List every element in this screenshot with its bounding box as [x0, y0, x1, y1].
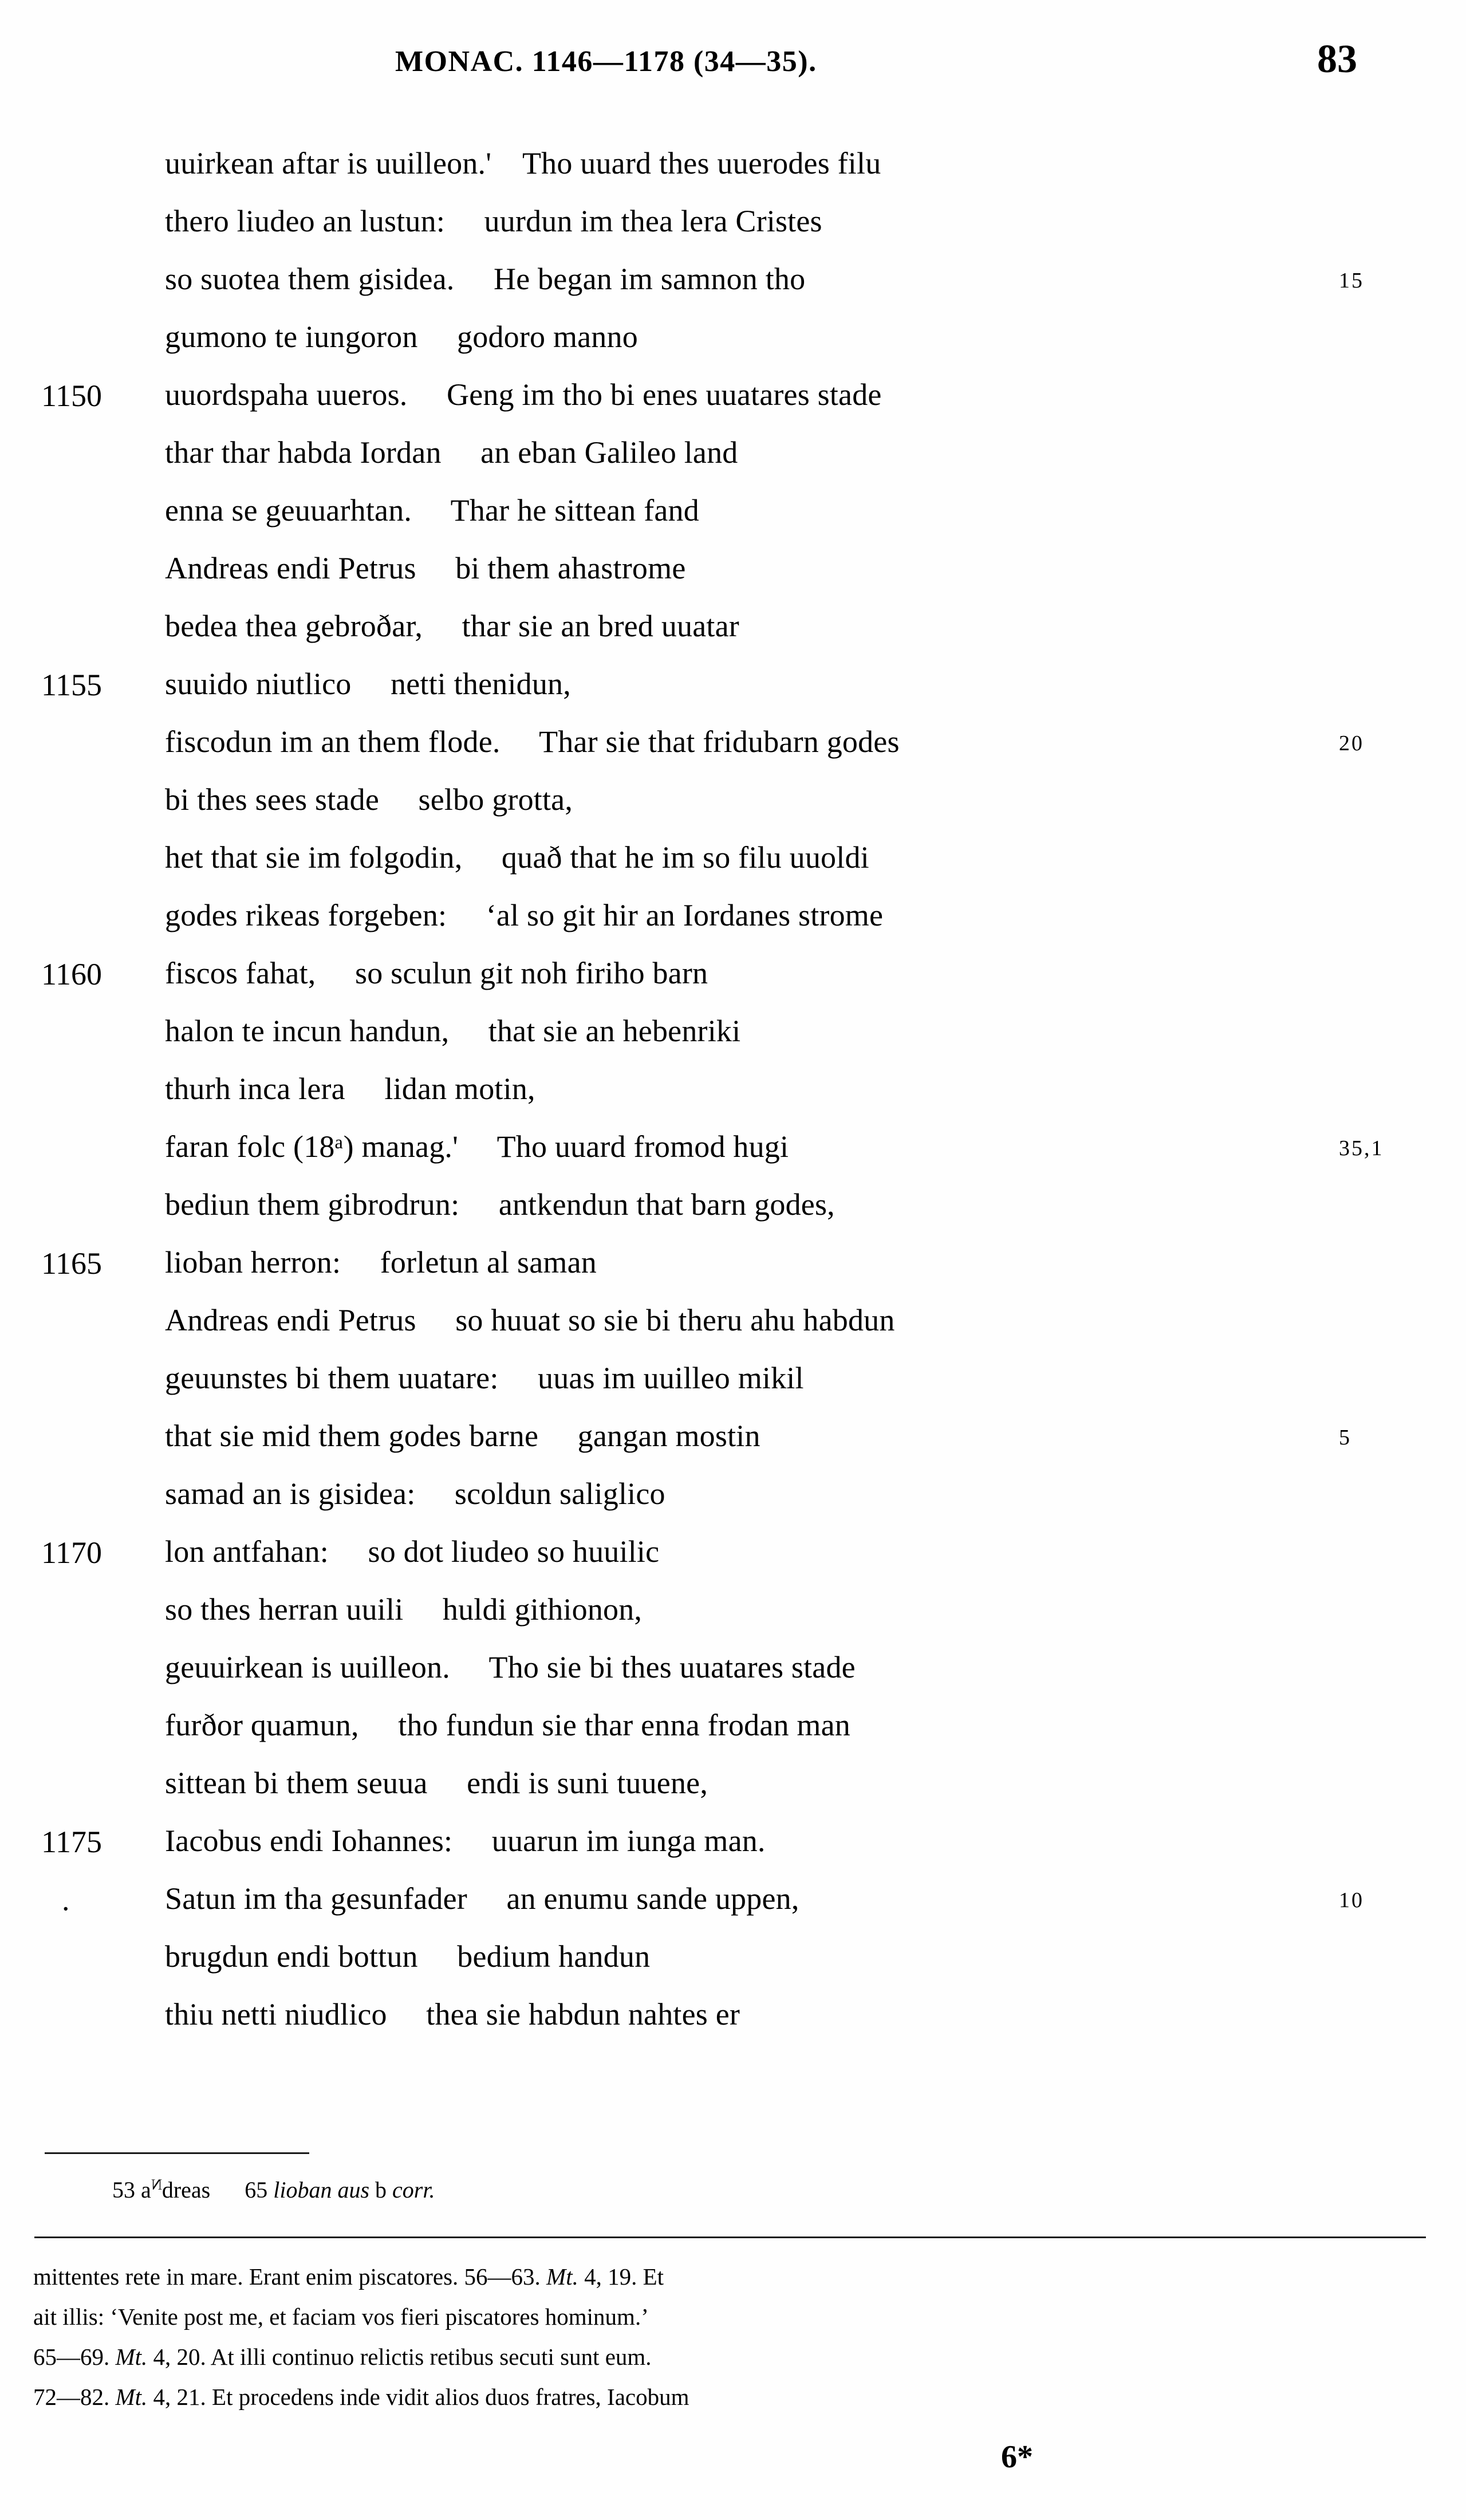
marginal-line-number: 15 — [1339, 269, 1364, 293]
verse-line-number: 1170 — [41, 1535, 102, 1570]
verse-line — [0, 1879, 1466, 1936]
latin-text-segment: 4, 20. At illi continuo relictis retibus secuti sunt eum. — [147, 2344, 652, 2370]
verse-line — [0, 1011, 1466, 1069]
variant-corr: corr. — [392, 2177, 435, 2203]
verse-line — [0, 548, 1466, 606]
latin-text-segment: 4, 21. Et procedens inde vidit alios duos fratres, Iacobum — [147, 2384, 689, 2410]
running-head — [0, 37, 1466, 96]
verse-line — [0, 1994, 1466, 2052]
verse-line — [0, 259, 1466, 317]
verse-line-text: geuuirkean is uuilleon. Tho sie bi thes uuatares stade — [165, 1650, 856, 1684]
variant-lemma-post: dreas — [161, 2177, 211, 2203]
verse-line — [0, 1821, 1466, 1879]
verse-line-text: halon te incun handun, that sie an hebenriki — [165, 1014, 741, 1048]
verse-line — [0, 664, 1466, 722]
verse-line — [0, 1705, 1466, 1763]
verse-line-text: bedea thea gebroðar, thar sie an bred uuatar — [165, 609, 739, 643]
variant-entry-2 — [245, 2177, 435, 2203]
bible-reference-sigil: Mt. — [546, 2263, 578, 2290]
latin-text-segment: 72—82. — [33, 2384, 116, 2410]
latin-text-segment: 4, 19. Et — [578, 2263, 664, 2290]
verse-line-text: thar thar habda Iordan an eban Galileo land — [165, 435, 738, 470]
verse-line — [0, 1069, 1466, 1127]
verse-line-text: Satun im tha gesunfader an enumu sande uppen, — [165, 1881, 799, 1916]
verse-line-number: 1175 — [41, 1825, 102, 1859]
verse-line — [0, 1474, 1466, 1531]
verse-line — [0, 779, 1466, 837]
verse-line — [0, 1300, 1466, 1358]
latin-apparatus-line — [33, 2297, 1430, 2337]
variant-line-number: 53 — [112, 2177, 135, 2203]
verse-line — [0, 1242, 1466, 1300]
latin-text-segment: mittentes rete in mare. Erant enim piscatores. 56—63. — [33, 2263, 547, 2290]
verse-line-text: fiscos fahat, so sculun git noh firiho barn — [165, 956, 708, 990]
verse-line-number: 1165 — [41, 1246, 102, 1281]
verse-line-text: sittean bi them seuua endi is suni tuuene, — [165, 1766, 708, 1800]
apparatus-rule-top — [45, 2152, 309, 2154]
verse-line-text: bi thes sees stade selbo grotta, — [165, 782, 573, 817]
verse-block — [0, 143, 1466, 2052]
marginal-line-number: 10 — [1339, 1888, 1364, 1912]
verse-line-text: suuido niutlico netti thenidun, — [165, 667, 571, 701]
latin-text-segment: ait illis: ‘Venite post me, et faciam vos fieri piscatores hominum.’ — [33, 2304, 649, 2330]
verse-line-text: thiu netti niudlico thea sie habdun nahtes er — [165, 1997, 740, 2031]
latin-text-segment: 65—69. — [33, 2344, 116, 2370]
verse-line-text: uuordspaha uueros. Geng im tho bi enes uuatares stade — [165, 377, 882, 412]
variant-aus: aus — [337, 2177, 370, 2203]
verse-line — [0, 1589, 1466, 1647]
marginal-line-number: 5 — [1339, 1426, 1351, 1450]
bible-reference-sigil: Mt. — [115, 2344, 148, 2370]
verse-line-number: 1150 — [41, 379, 102, 413]
verse-line — [0, 1127, 1466, 1184]
variant-manuscript-b: b — [375, 2177, 387, 2203]
verse-line — [0, 895, 1466, 953]
verse-line-text: het that sie im folgodin, quað that he im so filu uuoldi — [165, 840, 869, 875]
verse-line-text: enna se geuuarhtan. Thar he sittean fand — [165, 493, 699, 527]
signature-mark: 6* — [1001, 2439, 1033, 2475]
variant-line-number-2: 65 — [245, 2177, 268, 2203]
verse-line — [0, 1358, 1466, 1416]
variant-lemma-pre: a — [141, 2177, 151, 2203]
verse-line-text: bediun them gibrodrun: antkendun that barn godes, — [165, 1187, 835, 1222]
verse-line-text: gumono te iungoron godoro manno — [165, 320, 638, 354]
verse-line — [0, 1647, 1466, 1705]
verse-line — [0, 837, 1466, 895]
latin-apparatus-line — [33, 2377, 1430, 2417]
variant-entry-1: 53 aNdreas — [112, 2175, 211, 2203]
verse-line-text: godes rikeas forgeben: ‘al so git hir an Iordanes strome — [165, 898, 884, 932]
verse-line-marker: . — [62, 1883, 70, 1917]
verse-line-text: Iacobus endi Iohannes: uuarun im iunga man. — [165, 1824, 766, 1858]
verse-line-text: so suotea them gisidea. He began im samnon tho — [165, 262, 806, 296]
verse-line-text: Andreas endi Petrus so huuat so sie bi theru ahu habdun — [165, 1303, 895, 1337]
verse-line — [0, 1416, 1466, 1474]
verse-line-number: 1155 — [41, 668, 102, 702]
latin-source-apparatus — [33, 2257, 1430, 2417]
verse-line — [0, 1763, 1466, 1821]
page-number: 83 — [1317, 37, 1357, 81]
latin-apparatus-line — [33, 2257, 1430, 2297]
marginal-line-number: 20 — [1339, 731, 1364, 755]
verse-line-number: 1160 — [41, 957, 102, 991]
verse-line — [0, 722, 1466, 779]
marginal-line-number: 35,1 — [1339, 1136, 1384, 1160]
verse-line — [0, 606, 1466, 664]
verse-line-text: lon antfahan: so dot liudeo so huuilic — [165, 1534, 660, 1569]
verse-line-text: thurh inca lera lidan motin, — [165, 1072, 535, 1106]
verse-line-text: so thes herran uuili huldi githionon, — [165, 1592, 643, 1627]
verse-line-text: faran folc (18ᵃ) manag.' Tho uuard fromod hugi — [165, 1129, 789, 1164]
verse-line-text: Andreas endi Petrus bi them ahastrome — [165, 551, 686, 585]
verse-line — [0, 317, 1466, 375]
verse-line — [0, 432, 1466, 490]
verse-line-text: that sie mid them godes barne gangan mostin — [165, 1419, 760, 1453]
verse-line-text: uuirkean aftar is uuilleon.' Tho uuard thes uuerodes filu — [165, 146, 881, 180]
verse-line-text: geuunstes bi them uuatare: uuas im uuilleo mikil — [165, 1361, 804, 1395]
verse-line — [0, 1184, 1466, 1242]
verse-line-text: brugdun endi bottun bedium handun — [165, 1939, 651, 1974]
verse-line — [0, 1531, 1466, 1589]
verse-line-text: furðor quamun, tho fundun sie thar enna frodan man — [165, 1708, 850, 1742]
verse-line — [0, 375, 1466, 432]
verse-line — [0, 143, 1466, 201]
verse-line-text: fiscodun im an them flode. Thar sie that fridubarn godes — [165, 724, 900, 759]
verse-line-text: samad an is gisidea: scoldun saliglico — [165, 1476, 665, 1511]
verse-line — [0, 490, 1466, 548]
verse-line — [0, 201, 1466, 259]
verse-line — [0, 953, 1466, 1011]
apparatus-rule-bottom — [34, 2236, 1426, 2238]
verse-line — [0, 1936, 1466, 1994]
running-head-title: MONAC. 1146—1178 (34—35). — [395, 45, 817, 78]
verse-line-text: lioban herron: forletun al saman — [165, 1245, 597, 1279]
bible-reference-sigil: Mt. — [115, 2384, 148, 2410]
latin-apparatus-line — [33, 2337, 1430, 2377]
variant-lemma-2: lioban — [273, 2177, 332, 2203]
verse-line-text: thero liudeo an lustun: uurdun im thea lera Cristes — [165, 204, 822, 238]
variant-apparatus — [112, 2176, 435, 2203]
